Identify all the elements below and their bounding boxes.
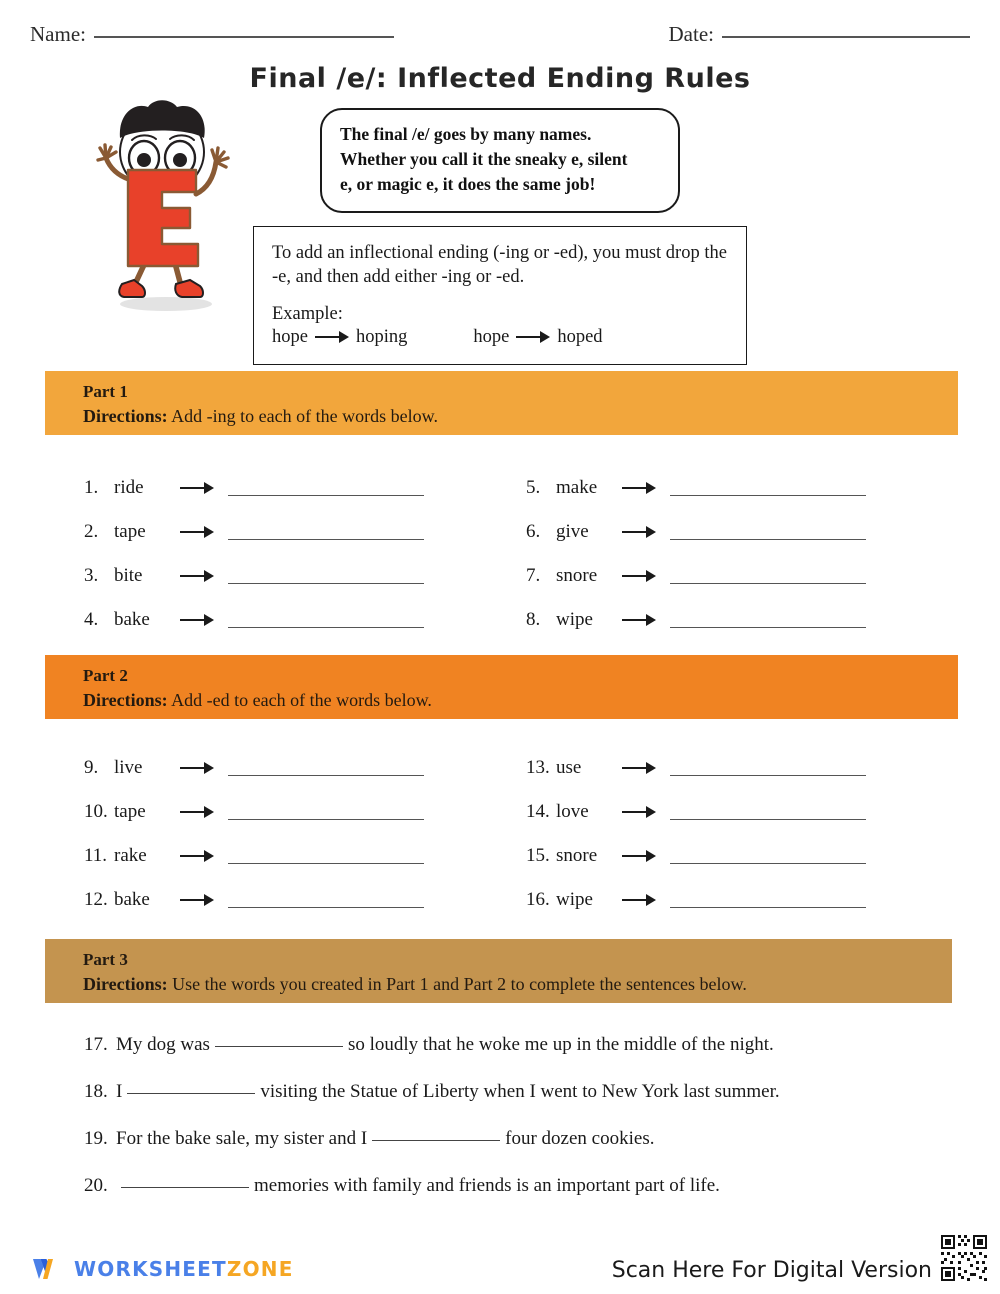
example-1-base: hope [272, 326, 308, 347]
word-row [526, 554, 946, 598]
part-2-label: Part 2 [83, 666, 128, 685]
answer-blank[interactable] [670, 893, 866, 908]
sentence-text-after: so loudly that he woke me up in the middle of the night. [347, 1034, 774, 1055]
part-2-directions [83, 688, 958, 712]
arrow-right-icon [180, 849, 214, 863]
base-word: bake [114, 889, 150, 910]
item-number: 4. [84, 609, 99, 630]
date-label: Date: [668, 22, 714, 46]
answer-blank[interactable] [670, 849, 866, 864]
word-row [84, 878, 504, 922]
base-word: bake [114, 609, 150, 630]
sentence-text-after: memories with family and friends is an important part of life. [254, 1175, 720, 1196]
base-word: use [556, 757, 582, 778]
item-number: 15. [526, 845, 550, 866]
word-row [84, 510, 504, 554]
part-2-directions-label: Directions: [83, 689, 168, 710]
sentence-row [84, 1081, 944, 1128]
speech-bubble [320, 108, 680, 213]
part-1-left-column [84, 466, 504, 642]
item-number: 14. [526, 801, 550, 822]
part-3-directions [83, 972, 952, 996]
sentence-row [84, 1128, 944, 1175]
word-row [526, 790, 946, 834]
answer-blank[interactable] [670, 481, 866, 496]
part-3-sentence-list [84, 1034, 944, 1222]
word-row [526, 746, 946, 790]
answer-blank[interactable] [670, 525, 866, 540]
part-1-directions-label: Directions: [83, 405, 168, 426]
arrow-right-icon [180, 893, 214, 907]
arrow-right-icon [180, 761, 214, 775]
speech-bubble-line-2: Whether you call it the sneaky e, silent [340, 148, 628, 169]
word-row [84, 466, 504, 510]
word-row [526, 598, 946, 642]
sentence-text-before: I [116, 1081, 123, 1102]
answer-blank[interactable] [228, 613, 424, 628]
arrow-right-icon [180, 569, 214, 583]
name-label: Name: [30, 22, 86, 46]
part-2-directions-text: Add -ed to each of the words below. [171, 689, 432, 710]
part-2-right-column [526, 746, 946, 922]
item-number: 16. [526, 889, 550, 910]
worksheet-zone-logo[interactable] [30, 1252, 294, 1286]
logo-text [74, 1257, 294, 1281]
word-row [526, 834, 946, 878]
part-3-label: Part 3 [83, 950, 128, 969]
arrow-right-icon [622, 569, 656, 583]
part-2-header-band [45, 655, 958, 719]
logo-word-worksheet: WORKSHEET [74, 1257, 227, 1281]
item-number: 2. [84, 521, 99, 542]
answer-blank[interactable] [228, 849, 424, 864]
example-2-result: hoped [557, 326, 603, 347]
arrow-right-icon [622, 805, 656, 819]
word-row [84, 834, 504, 878]
item-number: 3. [84, 565, 99, 586]
answer-blank[interactable] [228, 805, 424, 820]
base-word: rake [114, 845, 147, 866]
sentence-row [84, 1034, 944, 1081]
speech-bubble-line-3: e, or magic e, it does the same job! [340, 173, 596, 194]
part-1-label: Part 1 [83, 382, 128, 401]
item-number: 5. [526, 477, 541, 498]
answer-blank[interactable] [670, 569, 866, 584]
arrow-right-icon [180, 481, 214, 495]
answer-blank[interactable] [228, 481, 424, 496]
word-row [84, 746, 504, 790]
example-pair-2 [473, 327, 602, 348]
base-word: live [114, 757, 143, 778]
sentence-text-before: For the bake sale, my sister and I [116, 1128, 368, 1149]
word-row [526, 878, 946, 922]
item-number: 11. [84, 845, 108, 866]
item-number: 10. [84, 801, 108, 822]
arrow-right-icon [315, 330, 349, 344]
scan-here-text: Scan Here For Digital Version [611, 1258, 932, 1283]
example-row [272, 327, 728, 348]
answer-blank[interactable] [228, 569, 424, 584]
arrow-right-icon [622, 849, 656, 863]
sentence-text-before: My dog was [116, 1034, 210, 1055]
example-pair-1 [272, 327, 407, 348]
example-2-base: hope [473, 326, 510, 347]
item-number: 1. [84, 477, 99, 498]
base-word: snore [556, 565, 598, 586]
example-1-result: hoping [355, 326, 408, 347]
item-number: 20. [84, 1175, 108, 1196]
part-3-directions-text: Use the words you created in Part 1 and Part 2 to complete the sentences below. [172, 973, 747, 994]
answer-blank[interactable] [372, 1140, 500, 1141]
sentence-text-after: four dozen cookies. [505, 1128, 655, 1149]
sentence-text-after: visiting the Statue of Liberty when I went to New York last summer. [260, 1081, 780, 1102]
base-word: make [556, 477, 598, 498]
logo-word-zone: ZONE [226, 1257, 294, 1281]
word-row [526, 510, 946, 554]
arrow-right-icon [180, 525, 214, 539]
base-word: wipe [556, 889, 593, 910]
answer-blank[interactable] [228, 525, 424, 540]
word-row [526, 466, 946, 510]
part-1-right-column [526, 466, 946, 642]
base-word: tape [114, 801, 146, 822]
item-number: 8. [526, 609, 541, 630]
word-row [84, 598, 504, 642]
base-word: snore [556, 845, 598, 866]
base-word: ride [114, 477, 144, 498]
answer-blank[interactable] [228, 893, 424, 908]
arrow-right-icon [622, 613, 656, 627]
name-date-row [30, 22, 970, 52]
item-number: 13. [526, 757, 550, 778]
item-number: 17. [84, 1034, 108, 1055]
speech-bubble-line-1: The final /e/ goes by many names. [340, 124, 592, 144]
name-input-line[interactable] [94, 35, 394, 38]
part-3-header-band [45, 939, 952, 1003]
page-title: Final /e/: Inflected Ending Rules [249, 63, 751, 94]
answer-blank[interactable] [121, 1187, 249, 1188]
item-number: 18. [84, 1081, 108, 1102]
item-number: 12. [84, 889, 108, 910]
item-number: 9. [84, 757, 99, 778]
arrow-right-icon [622, 761, 656, 775]
item-number: 7. [526, 565, 541, 586]
arrow-right-icon [180, 805, 214, 819]
base-word: tape [114, 521, 146, 542]
answer-blank[interactable] [670, 805, 866, 820]
answer-blank[interactable] [670, 761, 866, 776]
rule-box [253, 226, 747, 365]
word-row [84, 554, 504, 598]
answer-blank[interactable] [228, 761, 424, 776]
answer-blank[interactable] [127, 1093, 255, 1094]
arrow-right-icon [622, 893, 656, 907]
part-1-directions [83, 404, 958, 428]
arrow-right-icon [516, 330, 550, 344]
base-word: love [556, 801, 589, 822]
rule-text: To add an inflectional ending (-ing or -ed), you must drop the -e, and then add either -ing or -ed. [272, 243, 727, 288]
word-row [84, 790, 504, 834]
arrow-right-icon [622, 481, 656, 495]
answer-blank[interactable] [670, 613, 866, 628]
sentence-row [84, 1175, 944, 1222]
letter-e-character-icon [84, 92, 244, 318]
answer-blank[interactable] [215, 1046, 343, 1047]
qr-code-icon[interactable] [938, 1232, 990, 1284]
item-number: 6. [526, 521, 541, 542]
part-3-directions-label: Directions: [83, 973, 168, 994]
arrow-right-icon [622, 525, 656, 539]
part-2-left-column [84, 746, 504, 922]
base-word: give [556, 521, 589, 542]
example-label: Example: [272, 303, 343, 324]
part-1-directions-text: Add -ing to each of the words below. [171, 405, 438, 426]
item-number: 19. [84, 1128, 108, 1149]
worksheet-zone-logo-icon [30, 1252, 64, 1286]
date-input-line[interactable] [722, 35, 970, 38]
part-1-header-band [45, 371, 958, 435]
base-word: bite [114, 565, 143, 586]
base-word: wipe [556, 609, 593, 630]
arrow-right-icon [180, 613, 214, 627]
